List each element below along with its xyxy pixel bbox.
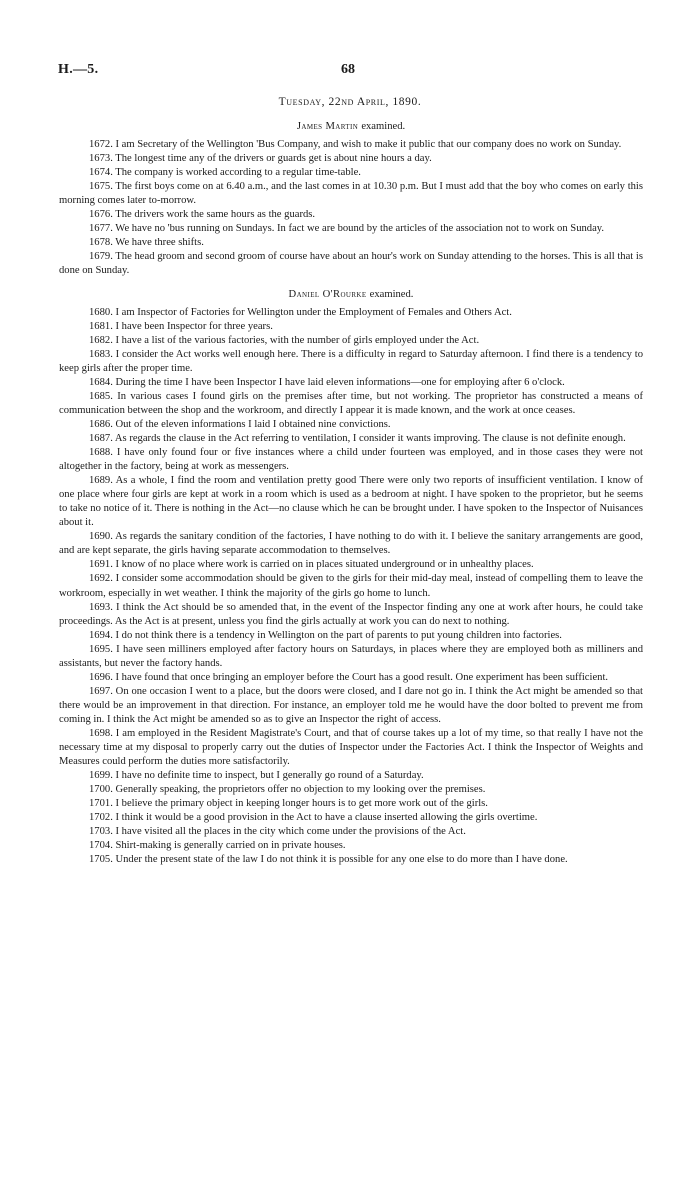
testimony-paragraph: 1674. The company is worked according to a regular time-table. [89,167,361,179]
witness-heading [59,120,643,134]
testimony-paragraph: 1680. I am Inspector of Factories for Wellington under the Employment of Females and Others Act. [89,306,512,318]
testimony-paragraph: 1700. Generally speaking, the proprietors offer no objection to my looking over the premises. [89,784,486,796]
testimony-paragraph: 1703. I have visited all the places in the city which come under the provisions of the Act. [89,826,466,838]
testimony-paragraph: 1695. I have seen milliners employed after factory hours on Saturdays, in places where they are employed both as milliners and assistants, but never the factory hands. [59,643,643,669]
page-number: 68 [341,62,355,77]
witness-heading [59,288,643,302]
testimony-paragraph: 1694. I do not think there is a tendency in Wellington on the part of parents to put young children into factories. [89,629,562,641]
witness-name: Daniel O'Rourke [288,288,367,300]
paragraph-list [59,306,643,868]
testimony-paragraph: 1675. The first boys come on at 6.40 a.m., and the last comes in at 10.30 p.m. But I must add that the boy who comes on early this morning comes later to-morrow. [59,181,643,207]
testimony-paragraph: 1692. I consider some accommodation should be given to the girls for their mid-day meal, instead of compelling them to leave the workroom, especially in wet weather. I think the majority of the girls go home to lunch. [59,573,643,599]
testimony-paragraph: 1693. I think the Act should be so amended that, in the event of the Inspector finding any one at work after hours, he could take proceedings. As the Act is at present, unless you find the girls actually at work you can do next to nothing. [59,601,643,627]
testimony-paragraph: 1698. I am employed in the Resident Magistrate's Court, and that of course takes up a lot of my time, so that really I have not the necessary time at my disposal to properly carry out the duties of Inspector under the Factories Act. I think the Inspector of Weights and Measures could perform the duties more satisfactorily. [59,727,643,768]
testimony-paragraph: 1687. As regards the clause in the Act referring to ventilation, I consider it wants improving. The clause is not definite enough. [89,432,626,444]
testimony-paragraph: 1696. I have found that once bringing an employer before the Court has a good result. One experiment has been sufficient. [89,671,609,683]
testimony-paragraph: 1683. I consider the Act works well enough here. There is a difficulty in regard to Saturday afternoon. I find there is a tendency to keep girls after the proper time. [59,348,643,374]
testimony-paragraph: 1679. The head groom and second groom of course have about an hour's work on Sunday attending to the horses. This is all that is done on Sunday. [59,251,643,277]
testimony-paragraph: 1672. I am Secretary of the Wellington 'Bus Company, and wish to make it public that our company does no work on Sunday. [89,139,622,151]
testimony-paragraph: 1697. On one occasion I went to a place, but the doors were closed, and I dare not go in. I think the Act might be amended so that there would be an improvement in that direction. For instance, an employer told me he would have the door bolted to prevent me from coming in. I think the Act might be amended so as to give an Inspector the right of access. [59,685,643,725]
testimony-paragraph: 1681. I have been Inspector for three years. [89,320,273,332]
evidence-section [59,288,643,868]
testimony-paragraph: 1677. We have no 'bus running on Sundays. In fact we are bound by the articles of the association not to work on Sunday. [89,223,605,235]
testimony-paragraph: 1704. Shirt-making is generally carried on in private houses. [89,840,346,852]
testimony-paragraph: 1699. I have no definite time to inspect, but I generally go round of a Saturday. [89,770,424,782]
testimony-paragraph: 1702. I think it would be a good provision in the Act to have a clause inserted allowing the girls overtime. [89,812,538,824]
witness-name: James Martin [296,121,359,132]
examined-label: examined. [369,288,414,300]
testimony-paragraph: 1688. I have only found four or five instances where a child under fourteen was employed, and in those cases they were not altogether in the factory, being at work as messengers. [59,447,643,473]
paragraph-list [59,138,643,278]
document-reference: H.—5. [58,62,99,77]
testimony-paragraph: 1673. The longest time any of the drivers or guards get is about nine hours a day. [89,153,432,165]
testimony-paragraph: 1684. During the time I have been Inspector I have laid eleven informations—one for employing after 6 o'clock. [89,376,565,388]
testimony-paragraph: 1690. As regards the sanitary condition of the factories, I have nothing to do with it. I believe the sanitary arrangements are good, and are kept separate, the girls having separate accommodation to themselves. [59,531,643,557]
testimony-paragraph: 1701. I believe the primary object in keeping longer hours is to get more work out of the girls. [89,798,488,810]
page-header [58,62,638,80]
evidence-body [59,118,643,867]
examined-label: examined. [361,121,406,132]
testimony-paragraph: 1686. Out of the eleven informations I laid I obtained nine convictions. [89,418,391,430]
testimony-paragraph: 1685. In various cases I found girls on the premises after time, but not working. The proprietor has constructed a means of communication between the shop and the workroom, and directly I appear it is made known, and the work at once ceases. [59,390,643,416]
testimony-paragraph: 1705. Under the present state of the law I do not think it is possible for any one else to do more than I have done. [89,854,568,866]
evidence-section [59,120,643,279]
testimony-paragraph: 1682. I have a list of the various factories, with the number of girls employed under the Act. [89,334,480,346]
testimony-paragraph: 1678. We have three shifts. [89,237,204,249]
testimony-paragraph: 1691. I know of no place where work is carried on in places situated underground or in unhealthy places. [89,559,534,571]
testimony-paragraph: 1676. The drivers work the same hours as the guards. [89,209,316,221]
testimony-paragraph: 1689. As a whole, I find the room and ventilation pretty good There were only two reports of insufficient ventilation. I know of one place where four girls are kept at work in a room which is used as a bedroom at night. I have spoken to the proprietor, but he seems to take no notice of it. There is nothing in the Act—no clause which he can be brought under. I have spoken to the Inspector of Nuisances about it. [59,475,643,529]
sitting-date: Tuesday, 22nd April, 1890. [278,96,422,108]
